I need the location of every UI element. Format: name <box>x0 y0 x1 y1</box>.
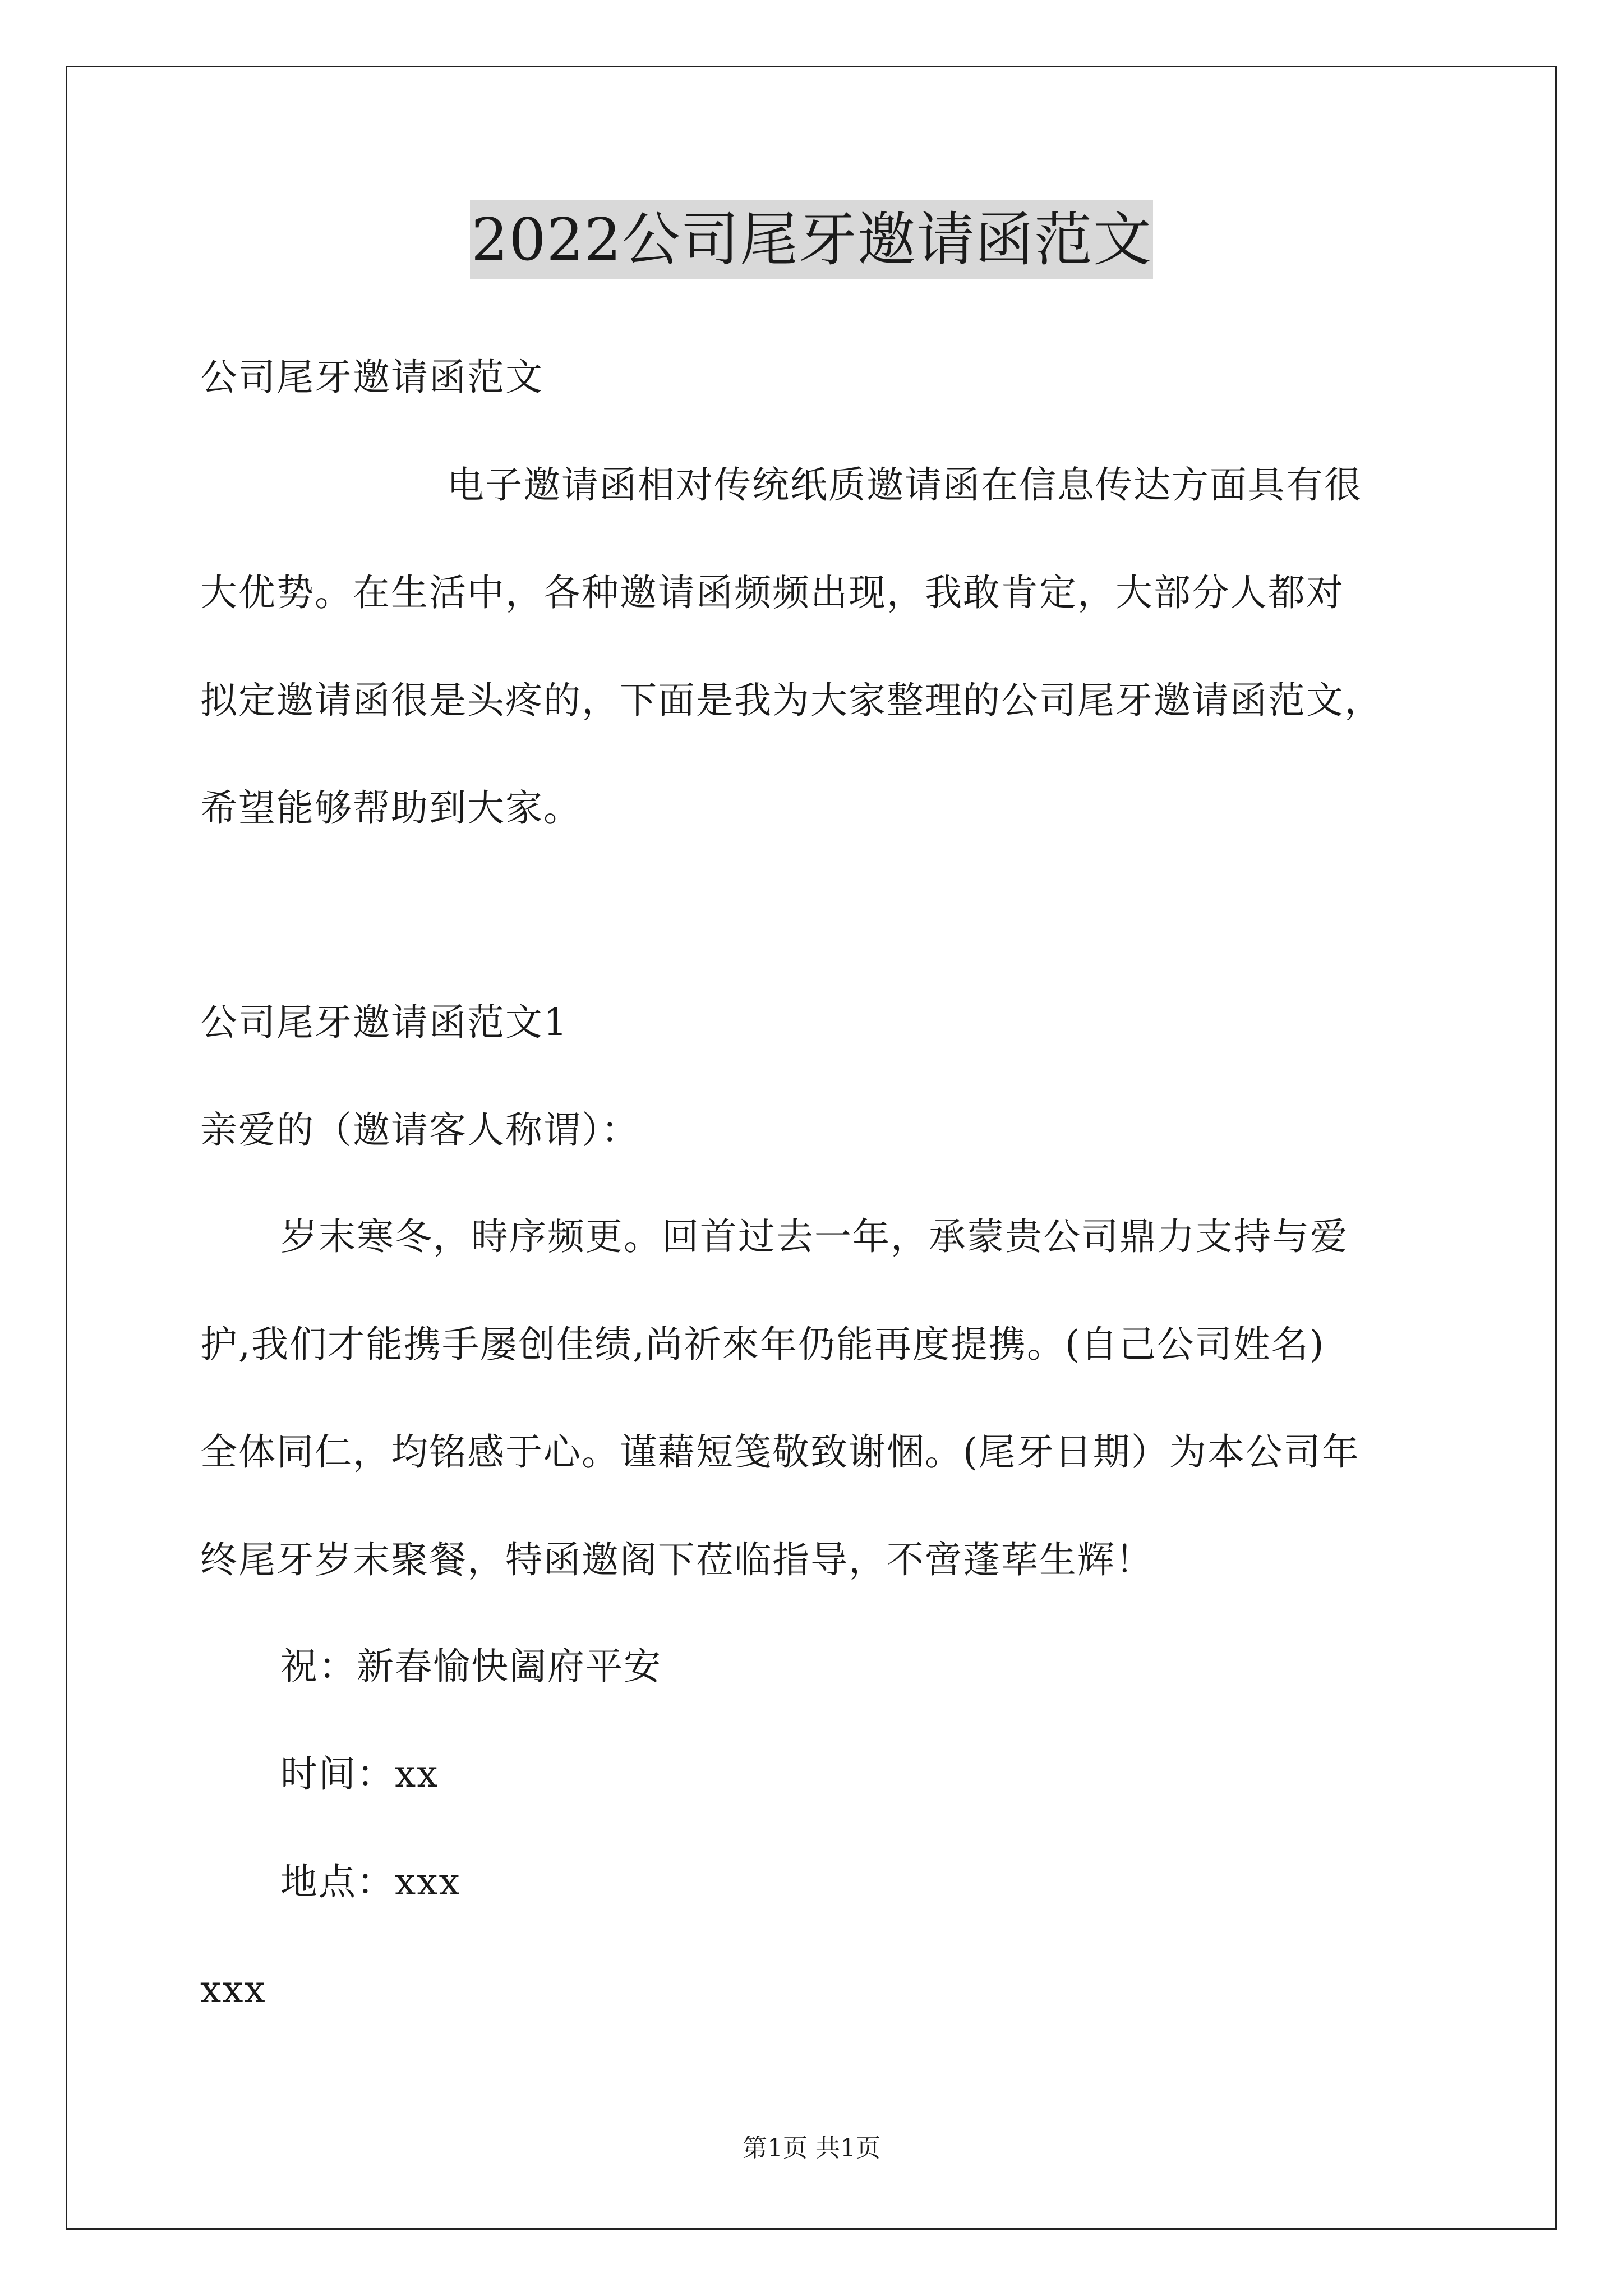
salutation: 亲爱的（邀请客人称谓）： <box>200 1108 639 1152</box>
body-line-4: 终尾牙岁末聚餐，特函邀阁下莅临指导，不啻蓬荜生辉！ <box>200 1538 1154 1581</box>
place-line: 地点：xxx <box>280 1860 461 1903</box>
intro-line-3: 拟定邀请函很是头疼的，下面是我为大家整理的公司尾牙邀请函范文， <box>200 679 1382 722</box>
document-title: 2022公司尾牙邀请函范文 <box>470 200 1153 279</box>
body-line-1: 岁末寒冬，時序频更。回首过去一年，承蒙贵公司鼎力支持与爱 <box>280 1215 1348 1258</box>
blessing-line: 祝：新春愉快阖府平安 <box>280 1645 662 1688</box>
document-subtitle: 公司尾牙邀请函范文 <box>200 356 543 399</box>
body-line-3: 全体同仁，均铭感于心。谨藉短笺敬致谢悃。(尾牙日期）为本公司年 <box>200 1430 1360 1474</box>
title-container <box>0 200 1623 279</box>
page-footer: 第1页 共1页 <box>743 2134 880 2162</box>
signature: xxx <box>200 1968 266 2011</box>
body-line-2: 护,我们才能携手屡创佳绩,尚祈來年仍能再度提携。(自己公司姓名) <box>200 1323 1325 1366</box>
time-line: 时间：xx <box>280 1752 439 1796</box>
intro-line-4: 希望能够帮助到大家。 <box>200 786 582 830</box>
intro-line-1: 电子邀请函相对传统纸质邀请函在信息传达方面具有很 <box>447 463 1362 507</box>
intro-line-2: 大优势。在生活中，各种邀请函频频出现，我敢肯定，大部分人都对 <box>200 571 1344 614</box>
section-title: 公司尾牙邀请函范文1 <box>200 1001 568 1044</box>
